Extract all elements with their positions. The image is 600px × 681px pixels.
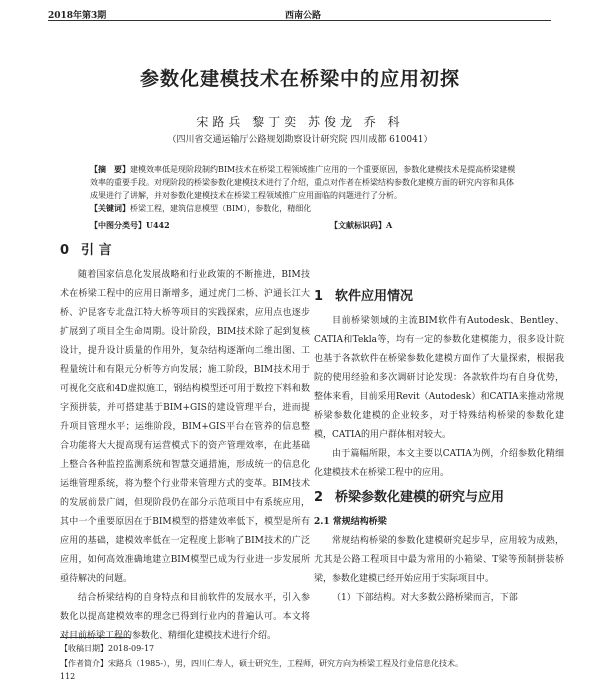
right-column	[314, 282, 564, 608]
header-divider	[48, 20, 551, 21]
section2-heading	[314, 487, 564, 509]
classification-code: 【中图分类号】U442	[90, 220, 170, 230]
section2-paragraph-2: （1）下部结构。对大多数公路桥梁而言，下部	[332, 593, 518, 603]
section1-title: 软件应用情况	[335, 289, 414, 304]
header-journal: 西南公路	[285, 11, 322, 21]
section1-heading	[314, 286, 564, 308]
keywords-text: 桥梁工程，建筑信息模型（BIM），参数化，精细化	[130, 204, 312, 213]
footnote-divider	[60, 637, 130, 638]
intro-title: 引 言	[81, 243, 112, 258]
left-column	[60, 236, 310, 646]
intro-paragraph-2: 结合桥梁结构的自身特点和目前软件的发展水平，引入参数化以提高建模效率的理念已得到行业内的普遍认可。本文将对目前桥梁工程的参数化、精细化建模技术进行介绍。	[60, 593, 310, 641]
section2-title: 桥梁参数化建模的研究与应用	[335, 490, 505, 505]
page-number: 112	[60, 672, 76, 681]
authors: 宋路兵 黎丁奕 苏俊龙 乔 科	[196, 115, 404, 129]
section1-number: 1	[314, 289, 324, 304]
abstract-label: 【摘 要】	[90, 164, 130, 174]
intro-heading	[60, 240, 310, 262]
received-date: 【收稿日期】2018-09-17	[60, 644, 155, 653]
section1-paragraph-1: 目前桥梁领域的主流BIM软件有Autodesk、Bentley、CATIA和Tekla等，均有一定的参数化建模能力，很多设计院也基于各款软件在桥梁参数化建模方面作了大量探索，根据我院的使用经验和多次调研讨论发现：各款软件均有自身优势，整体来看，目前采用Revit（Autodesk）和CATIA来推动常规桥梁参数化建模的企业较多，对于特殊结构桥梁的参数化建模，CATIA的用户群体相对较大。	[314, 316, 564, 440]
section2-number: 2	[314, 490, 324, 505]
abstract-text: 建模效率低是现阶段制约BIM技术在桥梁工程领域推广应用的一个重要原因，参数化建模技术是提高桥梁建模效率的重要手段。对现阶段的桥梁参数化建模技术进行了介绍，重点对作者在桥梁结构参数化建模方面的研究内容和具体成果进行了讲解，并对参数化建模技术在桥梁工程领域推广应用面临的问题进行了分析。	[90, 165, 516, 200]
keywords-label: 【关键词】	[90, 203, 130, 213]
subsection-2-1: 2.1 常规结构桥梁	[314, 517, 387, 527]
header-issue: 2018年第3期	[48, 11, 107, 21]
abstract	[90, 163, 520, 215]
intro-number: 0	[60, 243, 70, 258]
affiliation: （四川省交通运输厅公路规划勘察设计研究院 四川成都 610041）	[167, 135, 433, 145]
article-title: 参数化建模技术在桥梁中的应用初探	[139, 68, 460, 90]
document-code: 【文献标识码】A	[330, 220, 393, 230]
section2-paragraph-1: 常规结构桥梁的参数化建模研究起步早，应用较为成熟，尤其是公路工程项目中最为常用的小箱梁、T梁等预制拼装桥梁，参数化建模已经开始应用于实际项目中。	[314, 536, 564, 584]
section1-paragraph-2: 由于篇幅所限，本文主要以CATIA为例，介绍参数化精细化建模技术在桥梁工程中的应用。	[314, 449, 564, 478]
author-info: 【作者简介】宋路兵（1985-），男，四川仁寿人，硕士研究生，工程师，研究方向为桥梁工程及行业信息化技术。	[60, 659, 464, 668]
intro-paragraph-1: 随着国家信息化发展战略和行业政策的不断推进，BIM技术在桥梁工程中的应用日渐增多，通过虎门二桥、沪通长江大桥、沪昆客专北盘江特大桥等项目的实践探索，应用点也逐步扩展到了项目全生命周期。设计阶段，BIM技术除了起到复核设计，提升设计质量的作用外，复杂结构逐渐向二维出图、工程量统计和有限元分析等方向发展；施工阶段，BIM技术用于可视化交底和4D虚拟施工，钢结构模型还可用于数控下料和数字预拼装，并可搭建基于BIM+GIS的建设管理平台，进而提升项目管理水平；运维阶段，BIM+GIS平台在管养的信息整合功能将大大提高现有运营模式下的资产管理效率，在此基础上整合各种监控监测系统和智慧交通措施，形成统一的信息化运维管理系统，将为整个行业带来管理方式的变革。BIM技术的发展前景广阔，但现阶段仍在部分示范项目中有系统应用，其中一个重要原因在于BIM模型的搭建效率低下，模型是所有应用的基础，建模效率低在一定程度上影响了BIM技术的广泛应用，如何高效准确地建立BIM模型已成为行业进一步发展所亟待解决的问题。	[60, 270, 310, 584]
